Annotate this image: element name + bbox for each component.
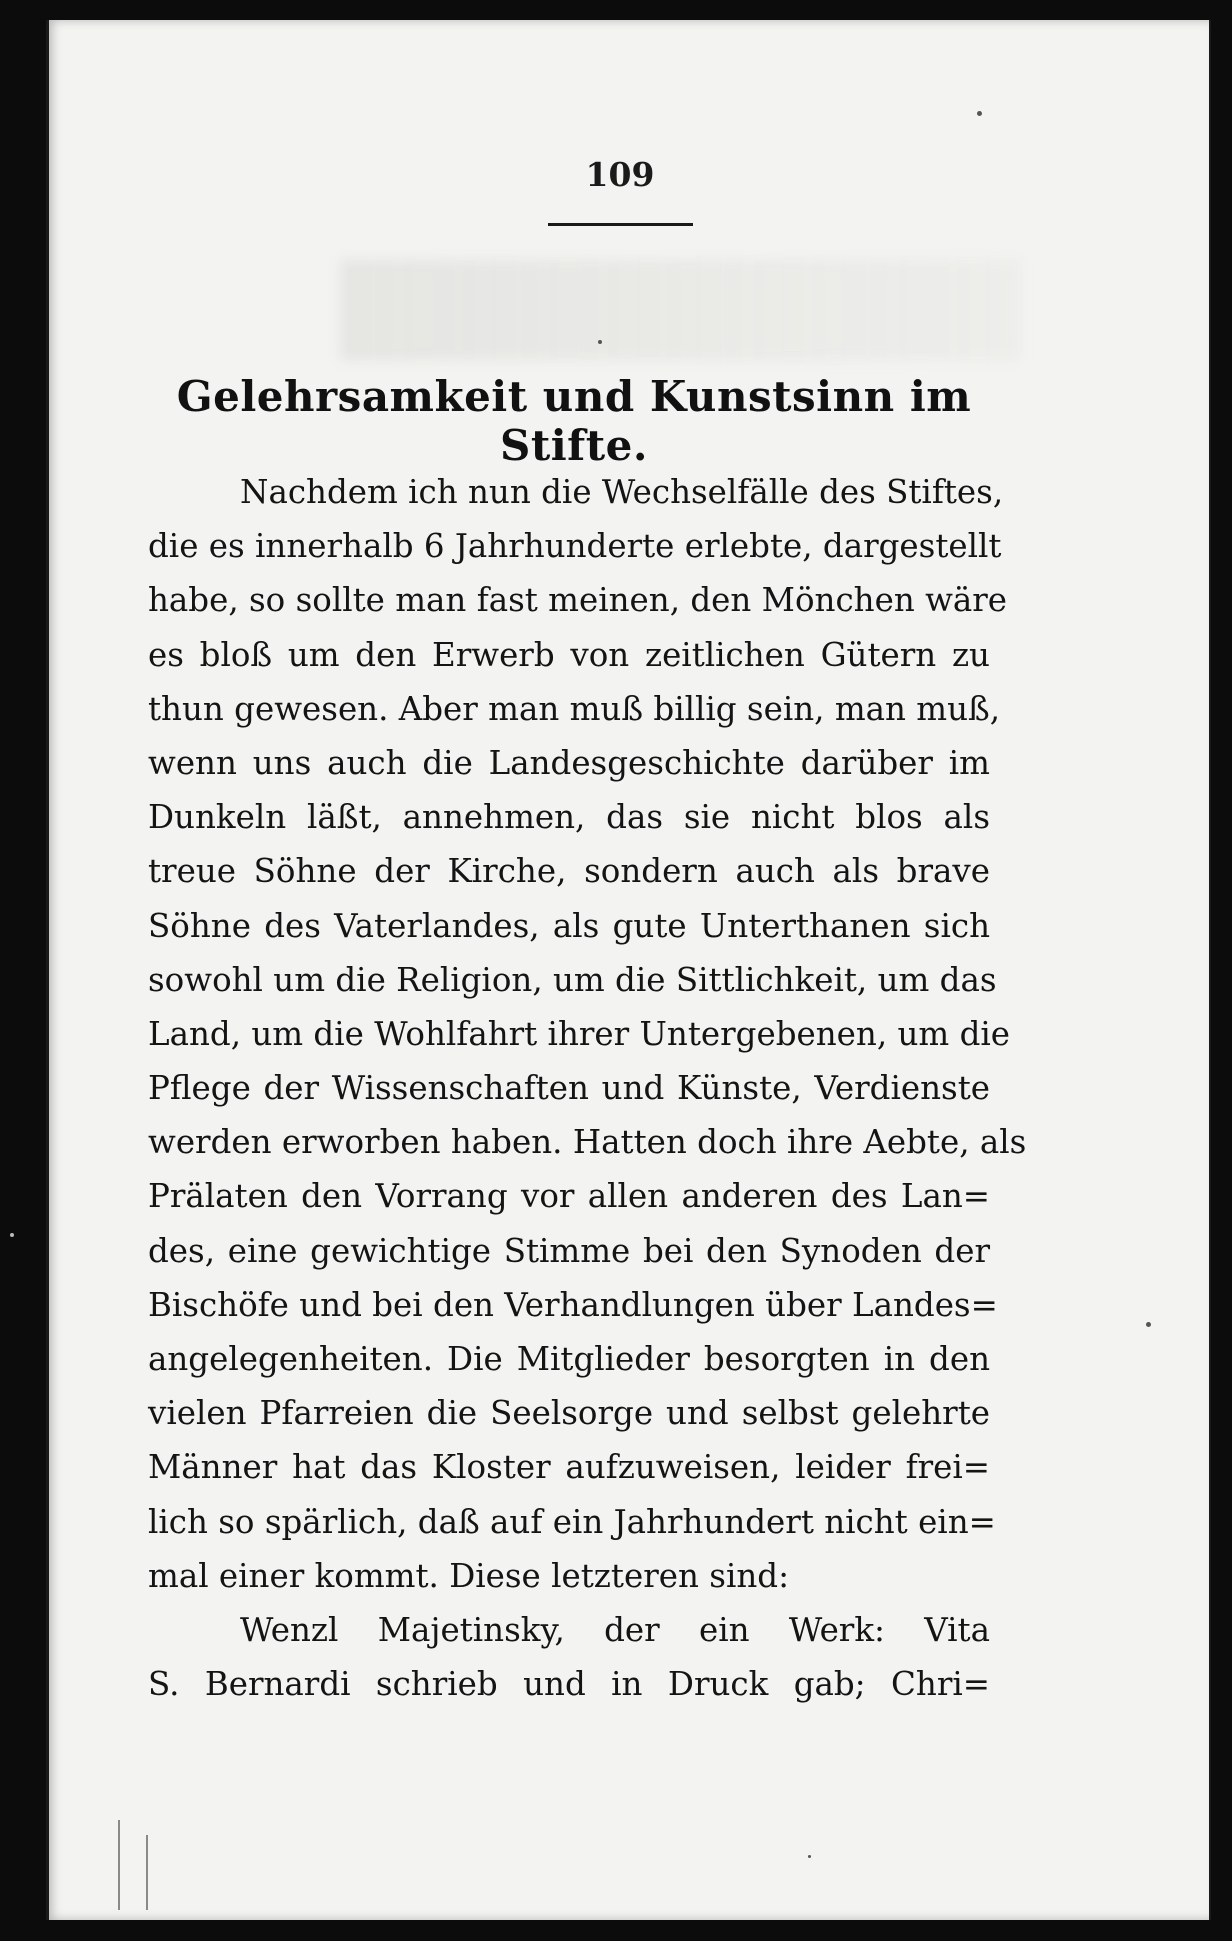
text-line: Dunkeln läßt, annehmen, das sie nicht blos als <box>148 798 990 837</box>
text-line: werden erworben haben. Hatten doch ihre Aebte, als <box>148 1123 1027 1162</box>
text-line: Bischöfe und bei den Verhandlungen über Landes= <box>148 1285 998 1324</box>
page-number: 109 <box>585 155 655 194</box>
dust-speck <box>977 111 982 116</box>
text-line: Wenzl Majetinsky, der ein Werk: Vita <box>240 1610 990 1649</box>
text-line: Söhne des Vaterlandes, als gute Unterthanen sich <box>148 906 990 945</box>
body-text <box>148 465 1027 1711</box>
text-line: die es innerhalb 6 Jahrhunderte erlebte, dargestellt <box>148 527 1002 566</box>
text-line: Pflege der Wissenschaften und Künste, Verdienste <box>148 1069 990 1108</box>
text-line: Prälaten den Vorrang vor allen anderen des Lan= <box>148 1177 990 1216</box>
text-line: treue Söhne der Kirche, sondern auch als brave <box>148 852 990 891</box>
text-line: wenn uns auch die Landesgeschichte darüber im <box>148 743 990 782</box>
text-line: des, eine gewichtige Stimme bei den Synoden der <box>148 1231 990 1270</box>
text-line: S. Bernardi schrieb und in Druck gab; Chri= <box>148 1665 990 1704</box>
dust-speck <box>598 340 602 344</box>
dust-speck <box>10 1233 14 1237</box>
show-through-bleed <box>341 260 1021 360</box>
scan-scratch <box>118 1820 120 1910</box>
page-number-rule <box>548 223 693 226</box>
text-line: sowohl um die Religion, um die Sittlichkeit, um das <box>148 960 997 999</box>
text-line: angelegenheiten. Die Mitglieder besorgten in den <box>148 1340 990 1378</box>
dust-speck <box>808 1855 811 1858</box>
dust-speck <box>1146 1322 1151 1327</box>
text-line: lich so spärlich, daß auf ein Jahrhundert nicht ein= <box>148 1502 996 1541</box>
chapter-title: Gelehrsamkeit und Kunstsinn im Stifte. <box>176 372 972 470</box>
left-page-edge <box>46 20 49 1920</box>
scan-scratch <box>146 1835 148 1910</box>
text-line: Männer hat das Kloster aufzuweisen, leider frei= <box>148 1448 990 1487</box>
text-line: mal einer kommt. Diese letzteren sind: <box>148 1556 790 1595</box>
text-line: Land, um die Wohlfahrt ihrer Untergebenen, um die <box>148 1014 1011 1053</box>
text-line: thun gewesen. Aber man muß billig sein, man muß, <box>148 689 1001 728</box>
right-page-edge <box>1209 20 1211 1920</box>
text-line: Nachdem ich nun die Wechselfälle des Stiftes, <box>240 473 1004 511</box>
text-line: habe, so sollte man fast meinen, den Mönchen wäre <box>148 581 1008 620</box>
text-line: vielen Pfarreien die Seelsorge und selbst gelehrte <box>148 1394 990 1433</box>
text-line: es bloß um den Erwerb von zeitlichen Gütern zu <box>148 635 990 674</box>
